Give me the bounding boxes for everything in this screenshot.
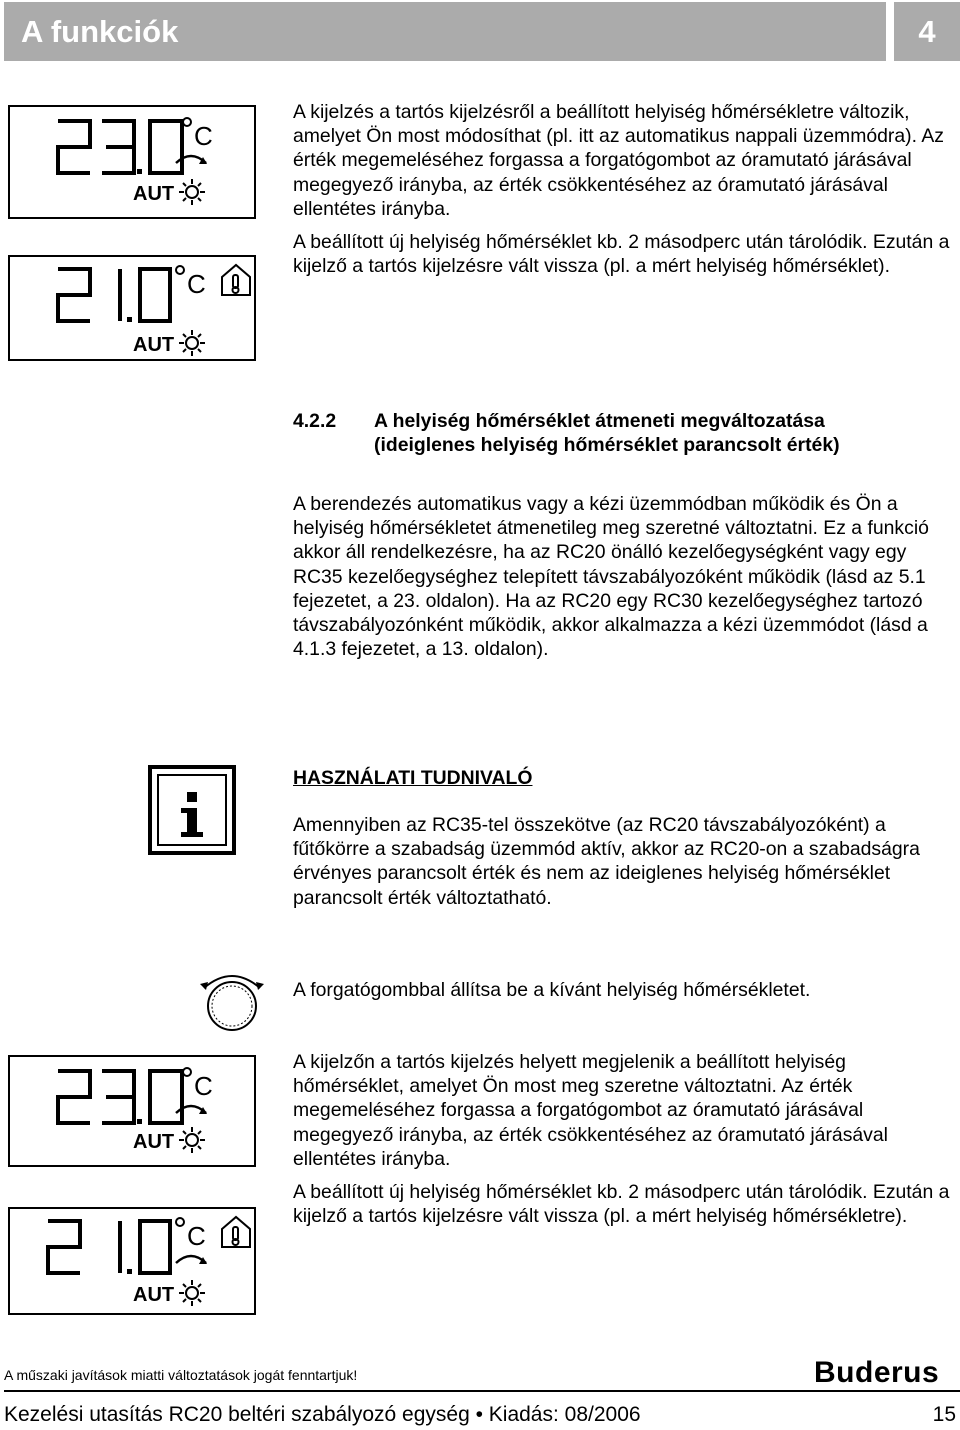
result-paragraph-2: A beállított új helyiség hőmérséklet kb. 2 másodperc után tárolódik. Ezután a kijelző a tartós kijelzésre vált vissza (pl. a mért helyiség hőmérsékletre). [293,1181,950,1228]
section-number: 4.2.2 [293,410,337,432]
section-body: A berendezés automatikus vagy a kézi üzemmódban működik és Ön a helyiség hőmérsékletet átmenetileg meg szeretné változtatni. Ez a funkció akkor áll rendelkezésre, ha az RC20 önálló kezelőegységként vagy egy RC35 kezelőegységhez telepített távszabályozóként működik (lásd az 5.1 fejezetet, a 23. oldalon). Ha az RC20 egy RC30 kezelőegységhez tartozó távszabályozónként működik, akkor alkalmazza a kézi üzemmódot (lásd a 4.1.3 fejezetet, a 13. oldalon). [293,493,929,661]
lcd-display-23 [8,105,256,219]
step-text: A forgatógombbal állítsa be a kívánt helyiség hőmérsékletet. [293,979,811,1001]
lcd-display-21 [8,255,256,361]
rotary-knob-icon [192,970,272,1034]
intro-paragraph-1: A kijelzés a tartós kijelzésről a beállított helyiség hőmérsékletre változik, amelyet Ön most módosíthat (pl. itt az automatikus nappali üzemmódra). Az érték megemeléséhez forgassa a forgatógombot az óramutató járásával megegyező irányba, az érték csökkentéséhez az óramutató járásával ellentétes irányba. [293,101,944,220]
notice-heading: HASZNÁLATI TUDNIVALÓ [293,767,533,789]
result-text [293,1050,959,1228]
lcd-display-21-bottom [8,1207,256,1315]
svg-text:C: C [194,121,213,151]
footer-document-info: Kezelési utasítás RC20 beltéri szabályozó egység • Kiadás: 08/2006 [4,1403,641,1426]
page-number: 15 [932,1403,956,1426]
svg-text:AUT: AUT [133,1131,175,1153]
section-title [374,409,958,457]
svg-text:C: C [194,1071,213,1101]
svg-text:C: C [187,269,206,299]
intro-paragraph-2: A beállított új helyiség hőmérséklet kb. 2 másodperc után tárolódik. Ezután a kijelző a tartós kijelzésre vált vissza (pl. a mért helyiség hőmérséklet). [293,231,950,278]
svg-text:AUT: AUT [133,334,175,356]
section-title-line-1: A helyiség hőmérséklet átmeneti megváltozatása [374,410,825,432]
notice-text: Amennyiben az RC35-tel összekötve (az RC20 távszabályozóként) a fűtőkörre a szabadság üzemmód aktív, akkor az RC20-on a szabadságra érvényes parancsolt érték és nem az ideiglenes helyiség hőmérséklet parancsolt érték változtatható. [293,814,920,909]
chapter-title: A funkciók [4,2,886,61]
info-icon [148,765,236,855]
chapter-number: 4 [894,2,960,61]
footer-divider [4,1390,960,1392]
result-paragraph-1: A kijelzőn a tartós kijelzés helyett megjelenik a beállított helyiség hőmérséklet, amelyet Ön most meg szeretne változtatni. Az érték megemeléséhez forgassa a forgatógombot az óramutató járásával megegyező irányba, az érték csökkentéséhez az óramutató járásával ellentétes irányba. [293,1051,888,1170]
footer-note: A műszaki javítások miatti változtatások jogát fenntartjuk! [4,1367,358,1383]
svg-text:AUT: AUT [133,1284,175,1306]
section-title-line-2: (ideiglenes helyiség hőmérséklet parancsolt érték) [374,434,840,457]
svg-text:C: C [187,1221,206,1251]
buderus-logo: Buderus [814,1356,940,1389]
lcd-display-23-bottom [8,1055,256,1167]
svg-text:AUT: AUT [133,183,175,205]
intro-text [293,100,958,278]
